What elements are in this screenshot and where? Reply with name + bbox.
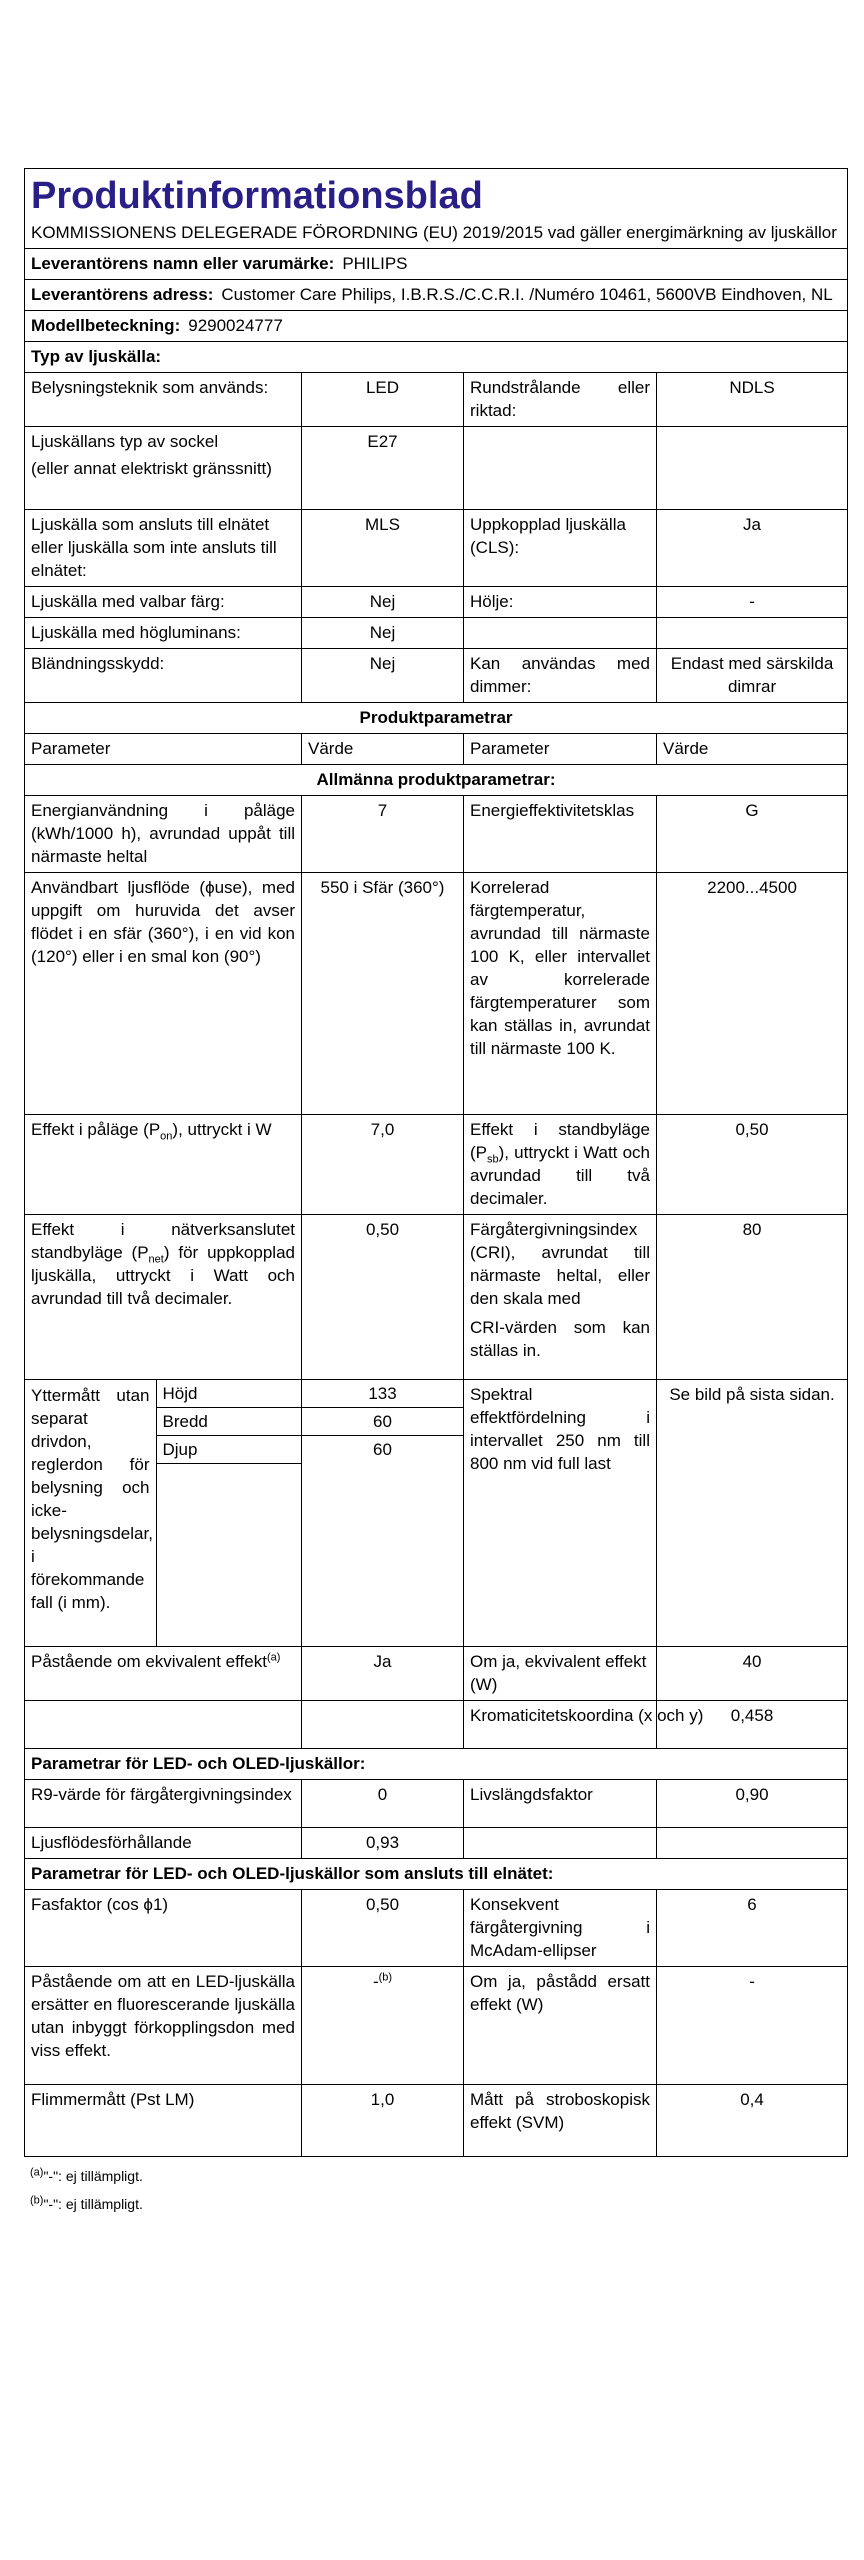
model-value: 9290024777 <box>188 316 283 335</box>
net-standby-label: Effekt i nätverksanslutet standbyläge $(P_{net})$ för uppkopplad ljuskälla, uttryckt i Watt och avrundad till två decimaler. <box>25 1215 302 1380</box>
supplier-label: Leverantörens namn eller varumärke: <box>31 254 335 273</box>
direction-value: NDLS <box>657 373 848 427</box>
dimensions-cell <box>25 1380 302 1647</box>
equivalent-power-value: 40 <box>657 1647 848 1701</box>
table-row <box>25 510 848 587</box>
lifetime-factor-label: Livslängdsfaktor <box>464 1780 657 1828</box>
width-value: 60 <box>302 1408 463 1436</box>
flux-value: 550 i Sfär (360°) <box>302 873 464 1115</box>
table-row <box>25 2085 848 2157</box>
flux-ratio-value: 0,93 <box>302 1828 464 1859</box>
chromaticity-value: 0,458 <box>657 1701 848 1749</box>
product-params-heading: Produktparametrar <box>25 703 848 734</box>
dimmer-value: Endast med särskilda dimrar <box>657 649 848 703</box>
spectral-label: Spektral effektfördelning i intervallet 250 nm till 800 nm vid full last <box>464 1380 657 1647</box>
table-row <box>25 1967 848 2085</box>
table-row <box>25 1380 848 1647</box>
cls-label: Uppkopplad ljuskälla (CLS): <box>464 510 657 587</box>
table-header-row <box>25 734 848 765</box>
address-label: Leverantörens adress: <box>31 285 214 304</box>
flicker-label: Flimmermått (Pst LM) <box>25 2085 302 2157</box>
flux-ratio-label: Ljusflödesförhållande <box>25 1828 302 1859</box>
flux-label: Användbart ljusflöde (ϕuse), med uppgift om huruvida det avser flödet i en sfär (360°), i en vid kon (120°) eller i en smal kon (90°) <box>25 873 302 1115</box>
socket-value: E27 <box>302 427 464 510</box>
table-row <box>25 1828 848 1859</box>
tech-label: Belysningsteknik som används: <box>25 373 302 427</box>
cls-value: Ja <box>657 510 848 587</box>
chromaticity-label: Kromaticitetskoordina (x och y) <box>464 1701 657 1749</box>
type-heading: Typ av ljuskälla: <box>25 342 848 373</box>
r9-label: R9-värde för färgåtergivningsindex <box>25 1780 302 1828</box>
table-row <box>25 1215 848 1380</box>
cri-label: Färgåtergivningsindex (CRI), avrundat till närmaste heltal, eller den skala med CRI-värden som kan ställas in. <box>464 1215 657 1380</box>
table-row <box>25 873 848 1115</box>
column-header-value: Värde <box>657 734 848 765</box>
mains-value: MLS <box>302 510 464 587</box>
dimmer-label: Kan användas med dimmer: <box>464 649 657 703</box>
energy-class-label: Energieffektivitetsklas <box>464 796 657 873</box>
general-params-heading: Allmänna produktparametrar: <box>25 765 848 796</box>
replaced-power-value: - <box>657 1967 848 2085</box>
direction-label: Rundstrålande eller riktad: <box>464 373 657 427</box>
replacement-claim-value: -$^{(b)}$ <box>302 1967 464 2085</box>
info-table <box>24 168 848 2157</box>
cri-value: 80 <box>657 1215 848 1380</box>
power-on-value: 7,0 <box>302 1115 464 1215</box>
socket-sublabel: (eller annat elektriskt gränssnitt) <box>31 459 272 478</box>
color-label: Ljuskälla med valbar färg: <box>25 587 302 618</box>
depth-label: Djup <box>156 1436 301 1464</box>
power-factor-label: Fasfaktor (cos ϕ1) <box>25 1890 302 1967</box>
color-value: Nej <box>302 587 464 618</box>
model-row <box>25 311 848 342</box>
glare-label: Bländningsskydd: <box>25 649 302 703</box>
height-value: 133 <box>302 1380 463 1408</box>
table-row <box>25 1115 848 1215</box>
energy-label: Energianvändning i påläge (kWh/1000 h), avrundad uppåt till närmaste heltal <box>25 796 302 873</box>
table-row <box>25 1701 848 1749</box>
width-label: Bredd <box>156 1408 301 1436</box>
replacement-claim-label: Påstående om att en LED-ljuskälla ersätter en fluorescerande ljuskälla utan inbyggt förkopplingsdon med viss effekt. <box>25 1967 302 2085</box>
table-row <box>25 1647 848 1701</box>
table-row <box>25 618 848 649</box>
color-consistency-label: Konsekvent färgåtergivning i McAdam-ellipser <box>464 1890 657 1967</box>
envelope-label: Hölje: <box>464 587 657 618</box>
equivalent-claim-value: Ja <box>302 1647 464 1701</box>
energy-value: 7 <box>302 796 464 873</box>
table-row <box>25 373 848 427</box>
socket-label: Ljuskällans typ av sockel <box>31 432 219 451</box>
standby-power-label: Effekt i standbyläge $(P_{sb})$, uttryckt i Watt och avrundad till två decimaler. <box>464 1115 657 1215</box>
table-row <box>25 587 848 618</box>
footnotes <box>24 2167 847 2214</box>
replaced-power-label: Om ja, påstådd ersatt effekt (W) <box>464 1967 657 2085</box>
color-consistency-value: 6 <box>657 1890 848 1967</box>
footnote-b: $^{(b)}$"-": ej tillämpligt. <box>30 2194 143 2212</box>
footnote-a: $^{(a)}$"-": ej tillämpligt. <box>30 2166 143 2184</box>
dimensions-label: Yttermått utan separat drivdon, reglerdon för belysning och icke-belysningsdelar, i förekommande fall (i mm). <box>25 1380 156 1646</box>
table-row <box>25 427 848 510</box>
spectral-value: Se bild på sista sidan. <box>657 1380 848 1647</box>
address-value: Customer Care Philips, I.B.R.S./C.C.R.I. /Numéro 10461, 5600VB Eindhoven, NL <box>221 285 833 304</box>
energy-class-value: G <box>657 796 848 873</box>
dimensions-values <box>302 1380 464 1647</box>
stroboscopic-label: Mått på stroboskopisk effekt (SVM) <box>464 2085 657 2157</box>
power-factor-value: 0,50 <box>302 1890 464 1967</box>
envelope-value: - <box>657 587 848 618</box>
sheet-title: Produktinformationsblad <box>25 169 848 220</box>
standby-power-value: 0,50 <box>657 1115 848 1215</box>
r9-value: 0 <box>302 1780 464 1828</box>
table-row <box>25 649 848 703</box>
mains-params-heading: Parametrar för LED- och OLED-ljuskällor som ansluts till elnätet: <box>25 1859 848 1890</box>
power-on-label: Effekt i påläge $(P_{on})$, uttryckt i W <box>25 1115 302 1215</box>
high-luminance-label: Ljuskälla med högluminans: <box>25 618 302 649</box>
table-row <box>25 1890 848 1967</box>
product-information-sheet <box>24 168 847 2223</box>
depth-value: 60 <box>373 1440 392 1459</box>
cct-label: Korrelerad färgtemperatur, avrundad till närmaste 100 K, eller intervallet av korrelerade färgtemperaturer som kan ställas in, avrundat till närmaste 100 K. <box>464 873 657 1115</box>
column-header-parameter: Parameter <box>25 734 302 765</box>
equivalent-claim-label: Påstående om ekvivalent effekt$^{(a)}$ <box>25 1647 302 1701</box>
mains-label: Ljuskälla som ansluts till elnätet eller ljuskälla som inte ansluts till elnätet: <box>25 510 302 587</box>
led-params-heading: Parametrar för LED- och OLED-ljuskällor: <box>25 1749 848 1780</box>
flicker-value: 1,0 <box>302 2085 464 2157</box>
supplier-value: PHILIPS <box>342 254 408 273</box>
equivalent-power-label: Om ja, ekvivalent effekt (W) <box>464 1647 657 1701</box>
address-row <box>25 280 848 311</box>
regulation-text: KOMMISSIONENS DELEGERADE FÖRORDNING (EU) 2019/2015 vad gäller energimärkning av ljuskällor <box>25 219 848 249</box>
high-luminance-value: Nej <box>302 618 464 649</box>
supplier-row <box>25 249 848 280</box>
lifetime-factor-value: 0,90 <box>657 1780 848 1828</box>
model-label: Modellbeteckning: <box>31 316 181 335</box>
cct-value: 2200...4500 <box>657 873 848 1115</box>
net-standby-value: 0,50 <box>302 1215 464 1380</box>
table-row <box>25 796 848 873</box>
glare-value: Nej <box>302 649 464 703</box>
column-header-parameter: Parameter <box>464 734 657 765</box>
tech-value: LED <box>302 373 464 427</box>
column-header-value: Värde <box>302 734 464 765</box>
stroboscopic-value: 0,4 <box>657 2085 848 2157</box>
table-row <box>25 1780 848 1828</box>
height-label: Höjd <box>156 1380 301 1408</box>
